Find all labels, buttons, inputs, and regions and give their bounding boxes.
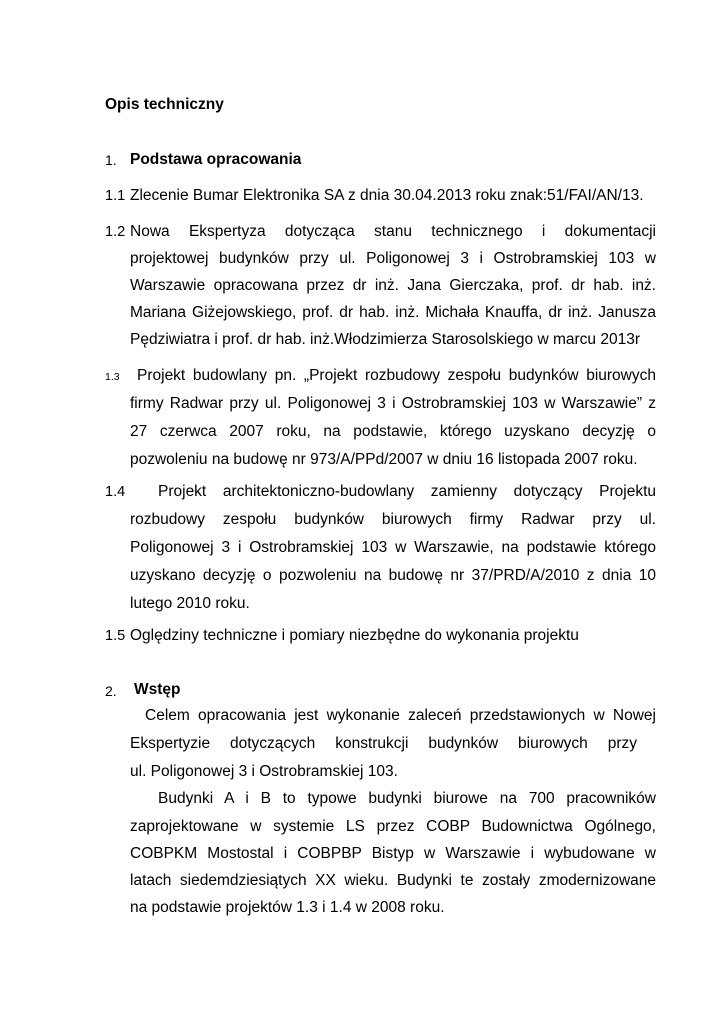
item-1-2-line: Pędziwiatra i prof. dr hab. inż.Włodzimierza Starosolskiego w marcu 2013r [130,331,640,348]
item-1-3-line: Projekt budowlany pn. „Projekt rozbudowy zespołu budynków biurowych [137,367,656,384]
item-1-5-number: 1.5 [105,628,126,644]
item-1-3-line: 27 czerwca 2007 roku, na podstawie, którego uzyskano decyzję o [130,423,656,440]
section-2-paragraph-line: ul. Poligonowej 3 i Ostrobramskiej 103. [130,763,398,780]
section-1-number: 1. [105,152,117,168]
item-1-5-line: Oględziny techniczne i pomiary niezbędne do wykonania projektu [130,627,579,644]
item-1-2-line: Nowa Ekspertyza dotycząca stanu technicznego i dokumentacji [130,223,656,240]
item-1-3-number: 1.3 [105,371,120,383]
item-1-4-line: rozbudowy zespołu budynków biurowych firmy Radwar przy ul. [130,511,656,528]
item-1-1-number: 1.1 [105,188,126,204]
section-2-number: 2. [105,683,117,699]
section-2-heading: Wstęp [134,681,181,698]
section-2-paragraph-line: latach siedemdziesiątych XX wieku. Budynki te zostały zmodernizowane [130,872,656,889]
section-2-paragraph-line: Budynki A i B to typowe budynki biurowe na 700 pracowników [158,790,656,807]
item-1-4-line: Projekt architektoniczno-budowlany zamienny dotyczący Projektu [158,483,656,500]
section-2-paragraph-line: na podstawie projektów 1.3 i 1.4 w 2008 roku. [130,899,445,916]
item-1-1-line: Zlecenie Bumar Elektronika SA z dnia 30.04.2013 roku znak:51/FAI/AN/13. [130,187,644,204]
item-1-2-line: Mariana Giżejowskiego, prof. dr hab. inż. Michała Knauffa, dr inż. Janusza [130,304,656,321]
section-2-paragraph-line: COBPKM Mostostal i COBPBP Bistyp w Warszawie i wybudowane w [130,845,656,862]
item-1-4-line: uzyskano decyzję o pozwoleniu na budowę nr 37/PRD/A/2010 z dnia 10 [130,567,656,584]
item-1-3-line: firmy Radwar przy ul. Poligonowej 3 i Ostrobramskiej 103 w Warszawie” z [130,395,656,412]
section-2-paragraph-line: Celem opracowania jest wykonanie zaleceń przedstawionych w Nowej [145,707,656,724]
item-1-2-line: projektowej budynków przy ul. Poligonowej 3 i Ostrobramskiej 103 w [130,250,656,267]
item-1-2-line: Warszawie opracowana przez dr inż. Jana Gierczaka, prof. dr hab. inż. [130,277,656,294]
item-1-2-number: 1.2 [105,224,126,240]
section-2-paragraph-line: Ekspertyzie dotyczących konstrukcji budynków biurowych przy [130,735,637,752]
section-1-heading: Podstawa opracowania [130,151,302,168]
item-1-4-line: lutego 2010 roku. [130,595,250,612]
section-2-paragraph-line: zaprojektowane w systemie LS przez COBP Budownictwa Ogólnego, [130,818,656,835]
item-1-4-line: Poligonowej 3 i Ostrobramskiej 103 w Warszawie, na podstawie którego [130,539,656,556]
document-title: Opis techniczny [105,96,224,113]
item-1-3-line: pozwoleniu na budowę nr 973/A/PPd/2007 w dniu 16 listopada 2007 roku. [130,451,638,468]
item-1-4-number: 1.4 [105,484,126,500]
